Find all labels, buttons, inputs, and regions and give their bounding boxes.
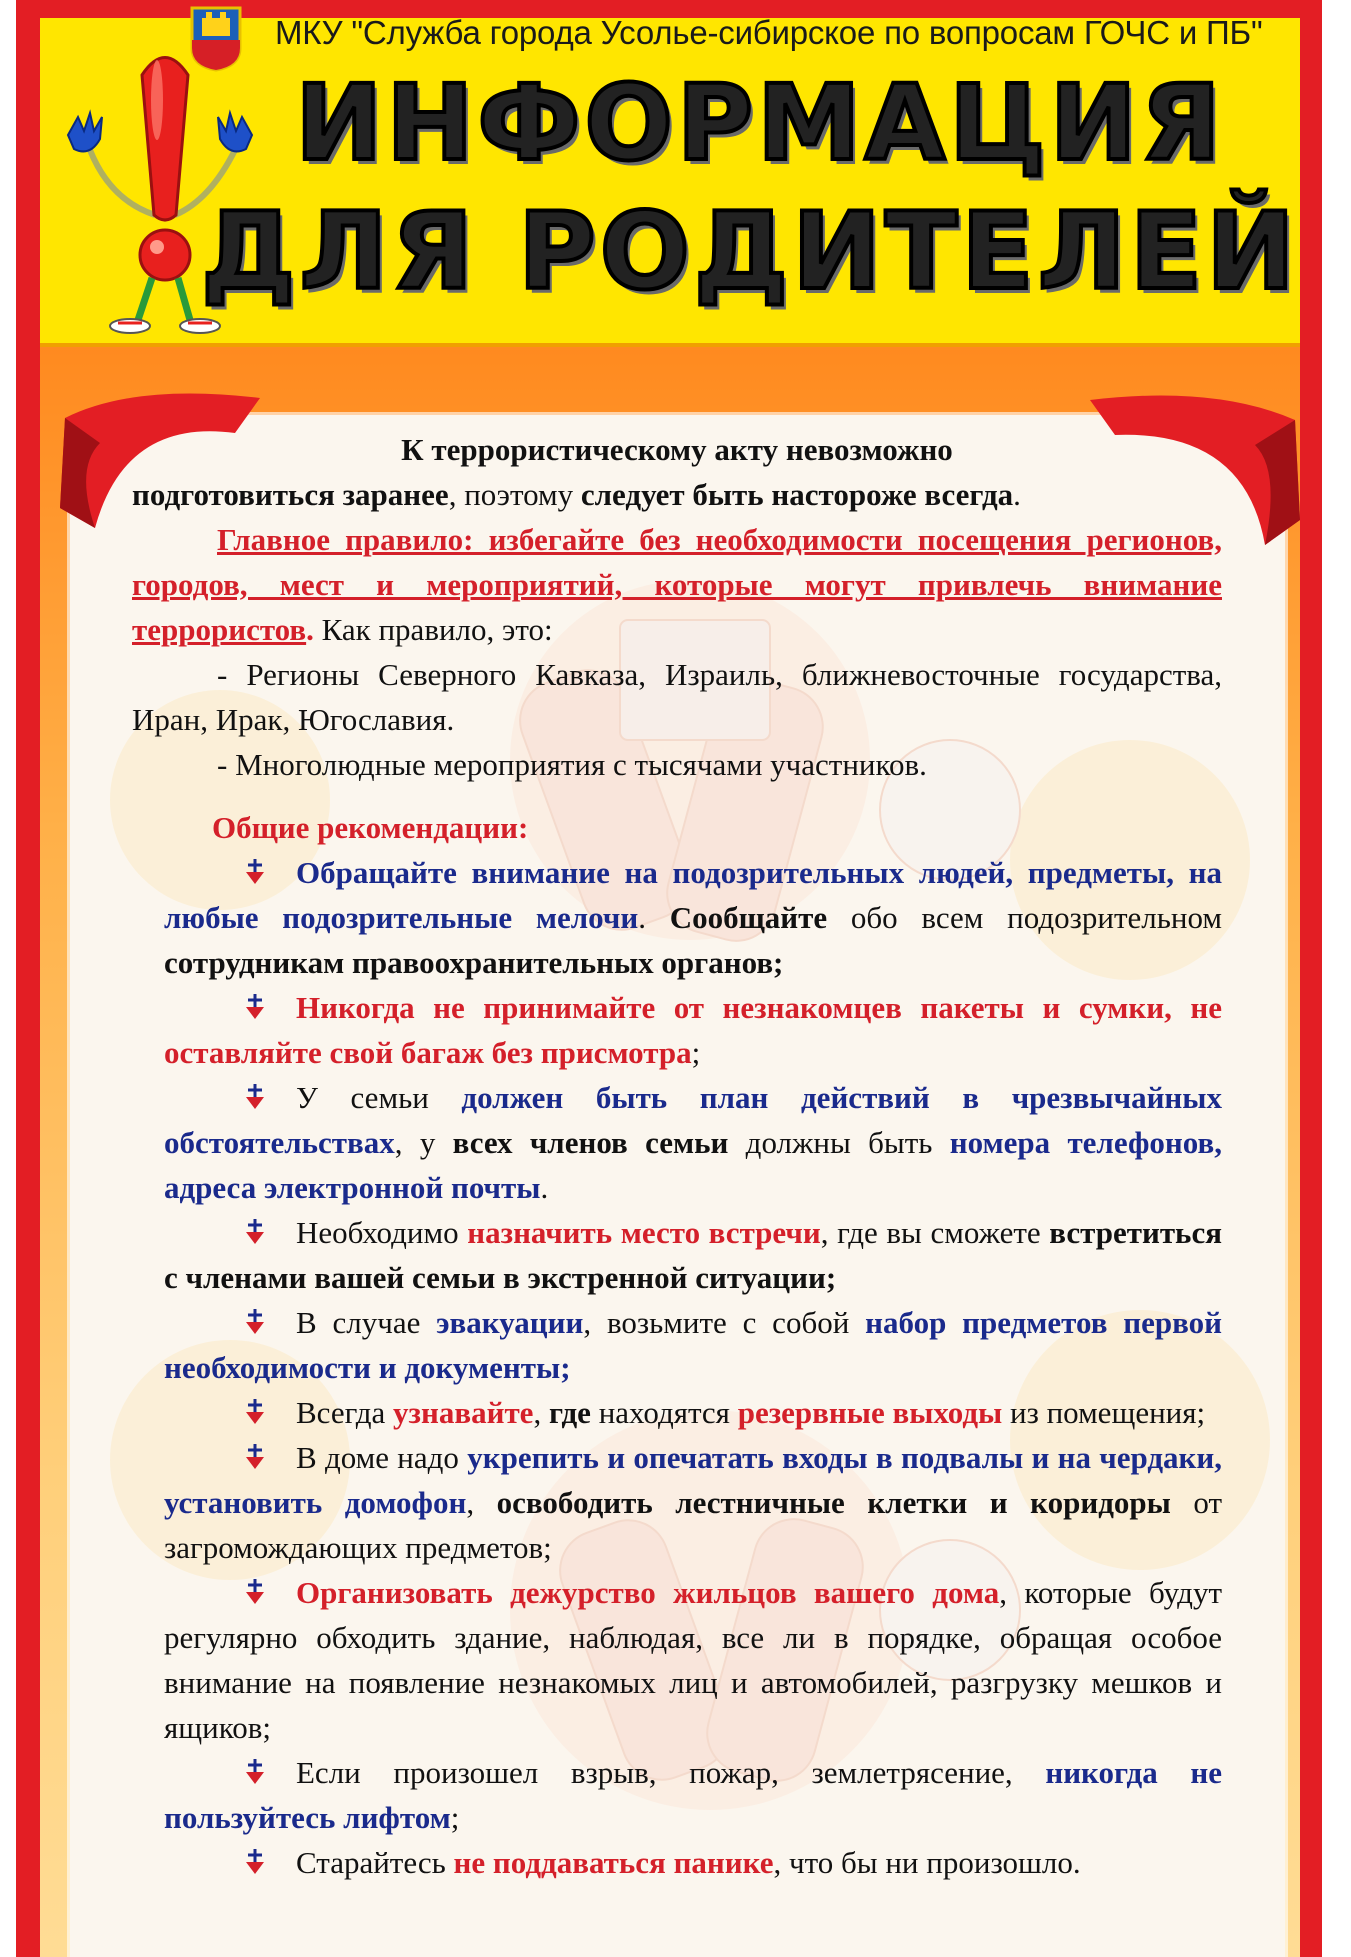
recommendations-heading: Общие рекомендации: <box>212 810 529 845</box>
arrow-down-icon <box>244 859 266 885</box>
arrow-down-icon <box>244 1849 266 1875</box>
recommendations-list <box>148 850 1222 1885</box>
arrow-down-icon <box>244 1444 266 1470</box>
article-body <box>132 427 1222 1885</box>
arrow-down-icon <box>244 1579 266 1605</box>
list-item: Старайтесь не поддаваться панике, что бы ни произошло. <box>164 1840 1222 1885</box>
rule-item-events: - Многолюдные мероприятия с тысячами участников. <box>217 747 927 782</box>
intro-line-1: К террористическому акту невозможно <box>401 432 953 467</box>
list-item: В случае эвакуации, возьмите с собой набор предметов первой необходимости и документы; <box>164 1305 1223 1385</box>
arrow-down-icon <box>244 1309 266 1335</box>
rule-item-regions: - Регионы Северного Кавказа, Израиль, ближневосточные государства, Иран, Ирак, Югославия. <box>132 657 1222 737</box>
list-item: Если произошел взрыв, пожар, землетрясение, никогда не пользуйтесь лифтом; <box>164 1755 1222 1835</box>
arrow-down-icon <box>244 994 266 1020</box>
list-item: Всегда узнавайте, где находятся резервные выходы из помещения; <box>164 1390 1222 1435</box>
title-line-2: ДЛЯ РОДИТЕЛЕЙ <box>201 190 1299 313</box>
list-item: В доме надо укрепить и опечатать входы в подвалы и на чердаки, установить домофон, освободить лестничные клетки и коридоры от загромождающих предметов; <box>164 1440 1223 1565</box>
list-item: У семьи должен быть план действий в чрезвычайных обстоятельствах, у всех членов семьи должны быть номера телефонов, адреса электронной почты. <box>164 1080 1222 1205</box>
arrow-down-icon <box>244 1399 266 1425</box>
title-line-1: ИНФОРМАЦИЯ <box>295 62 1225 184</box>
list-item: Организовать дежурство жильцов вашего дома, которые будут регулярно обходить здание, наблюдая, все ли в порядке, обращая особое внимание на появление незнакомых лиц и автомобилей, разгрузку мешков и ящиков; <box>164 1575 1222 1745</box>
list-item: Обращайте внимание на подозрительных людей, предметы, на любые подозрительные мелочи. Сообщайте обо всем подозрительном сотрудникам правоохранительных органов; <box>164 855 1222 980</box>
organization-name: МКУ "Служба города Усолье-сибирское по вопросам ГОЧС и ПБ" <box>275 14 1263 51</box>
arrow-down-icon <box>244 1219 266 1245</box>
main-rule: Главное правило: избегайте без необходимости посещения регионов, городов, мест и мероприятий, которые могут привлечь внимание террористов. Как правило, это: <box>132 522 1222 647</box>
arrow-down-icon <box>244 1759 266 1785</box>
list-item: Никогда не принимайте от незнакомцев пакеты и сумки, не оставляйте свой багаж без присмотра; <box>164 990 1222 1070</box>
list-item: Необходимо назначить место встречи, где вы сможете встретиться с членами вашей семьи в экстренной ситуации; <box>164 1215 1222 1295</box>
arrow-down-icon <box>244 1084 266 1110</box>
intro-line-2: подготовиться заранее, поэтому следует быть настороже всегда. <box>132 477 1021 512</box>
